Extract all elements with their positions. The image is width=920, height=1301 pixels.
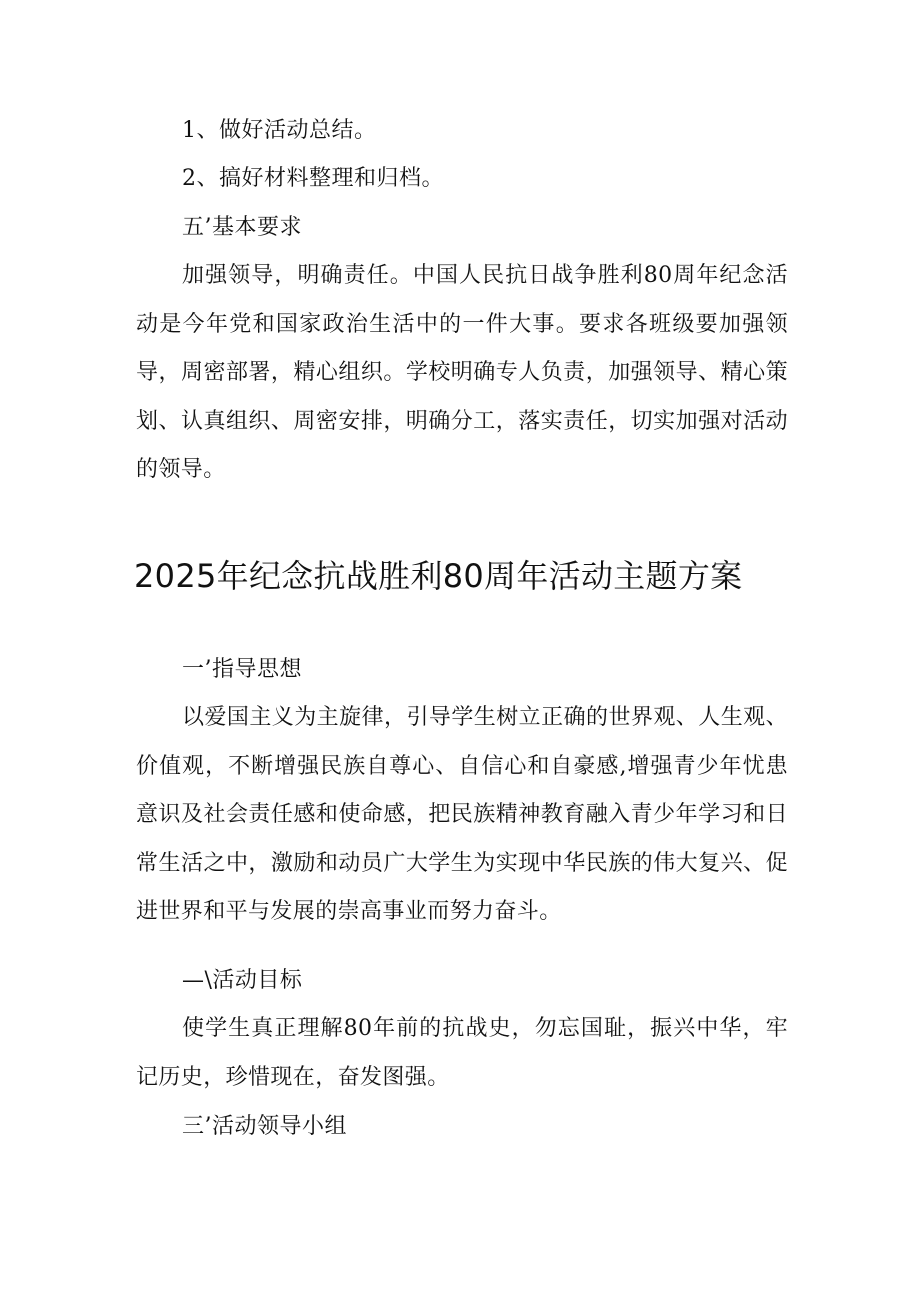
paragraph-guiding-ideology: 以爱国主义为主旋律，引导学生树立正确的世界观、人生观、价值观，不断增强民族自尊心、自信心和自豪感,增强青少年忧患意识及社会责任感和使命感，把民族精神教育融入青少年学习和日常生活之中，激励和动员广大学生为实现中华民族的伟大复兴、促进世界和平与发展的崇高事业而努力奋斗。 [136,705,788,924]
list-item-archive: 2、搞好材料整理和归档。 [182,166,444,191]
section-heading-leadership-group: 三’活动领导小组 [182,1114,347,1139]
paragraph-activity-goal: 使学生真正理解80年前的抗战史，勿忘国耻，振兴中华，牢记历史，珍惜现在，奋发图强。 [136,1016,788,1090]
section-heading-guiding-ideology: 一’指导思想 [182,657,302,682]
section-heading-basic-requirements: 五’基本要求 [182,215,302,240]
paragraph-requirements: 加强领导，明确责任。中国人民抗日战争胜利80周年纪念活动是今年党和国家政治生活中的一件大事。要求各班级要加强领导，周密部署，精心组织。学校明确专人负责，加强领导、精心策划、认真组织、周密安排，明确分工，落实责任，切实加强对活动的领导。 [136,263,788,482]
section-heading-activity-goal: —\活动目标 [182,968,303,993]
document-title: 2025年纪念抗战胜利80周年活动主题方案 [134,557,743,595]
list-item-summary: 1、做好活动总结。 [182,118,377,143]
